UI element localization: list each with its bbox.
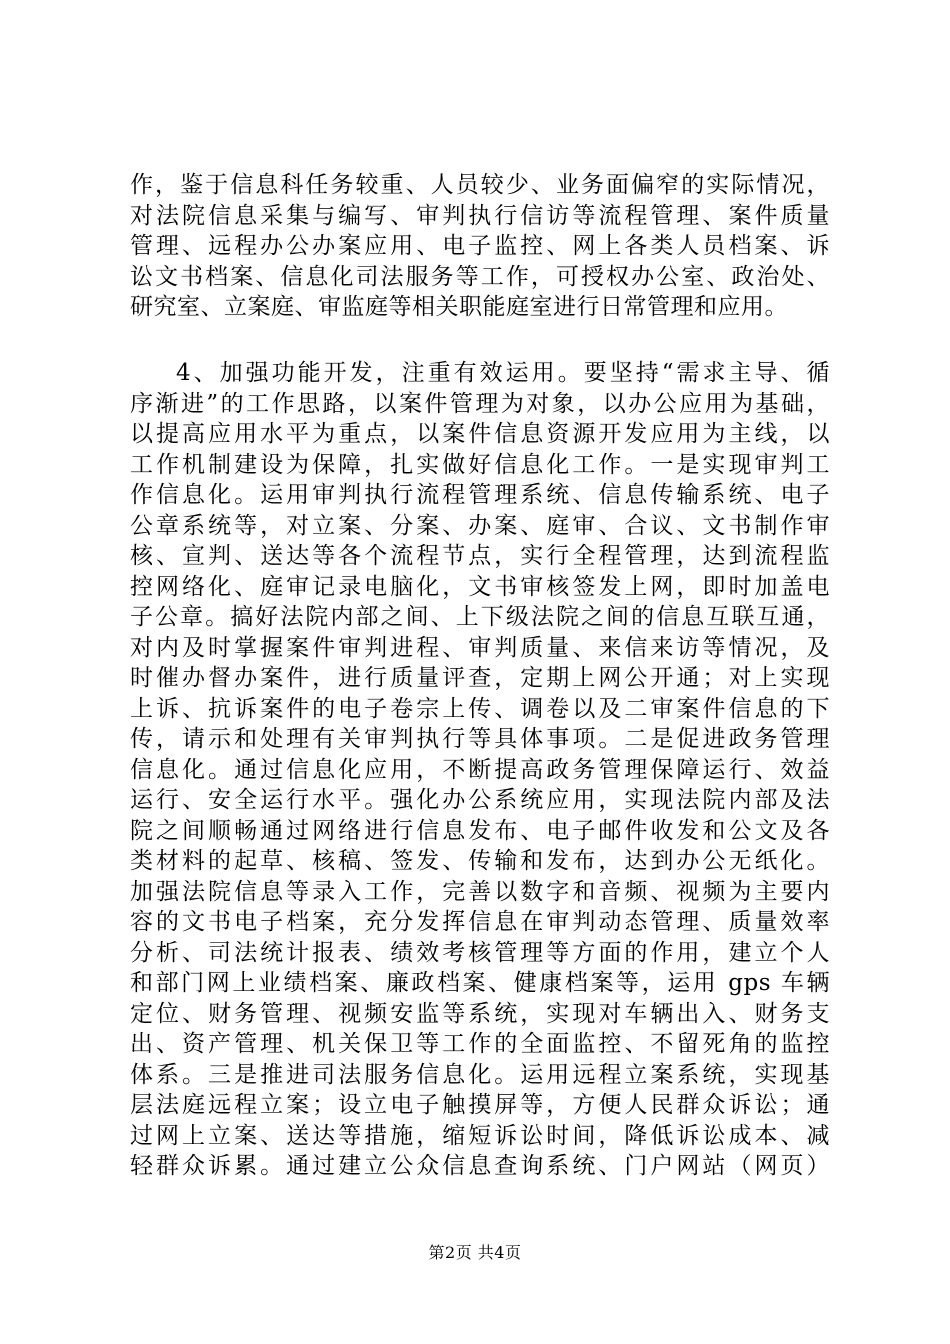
text-line: 公章系统等，对立案、分案、办案、庭审、合议、文书制作审 bbox=[130, 512, 830, 539]
text-line: 和部门网上业绩档案、廉政档案、健康档案等，运用 gps 车辆 bbox=[130, 970, 830, 996]
text-line: 对法院信息采集与编写、审判执行信访等流程管理、案件质量 bbox=[130, 202, 830, 229]
text-line: 传，请示和处理有关审判执行等具体事项。二是促进政务管理 bbox=[130, 726, 830, 752]
text-line: 过网上立案、送达等措施，缩短诉讼时间，降低诉讼成本、减 bbox=[130, 1122, 830, 1149]
text-line: 轻群众诉累。通过建立公众信息查询系统、门户网站（网页） bbox=[130, 1153, 830, 1179]
page-number-footer: 第2页 共4页 bbox=[428, 1243, 522, 1262]
text-line: 序渐进”的工作思路，以案件管理为对象，以办公应用为基础， bbox=[130, 390, 830, 417]
text-line: 子公章。搞好法院内部之间、上下级法院之间的信息互联互通， bbox=[130, 604, 830, 630]
text-line: 分析、司法统计报表、绩效考核管理等方面的作用，建立个人 bbox=[130, 939, 830, 966]
text-line: 讼文书档案、信息化司法服务等工作，可授权办公室、政治处、 bbox=[130, 263, 830, 290]
text-line: 管理、远程办公办案应用、电子监控、网上各类人员档案、诉 bbox=[130, 233, 830, 259]
text-line: 加强法院信息等录入工作，完善以数字和音频、视频为主要内 bbox=[130, 878, 830, 905]
paragraph-section-4 bbox=[130, 358, 830, 1182]
text-line: 作，鉴于信息科任务较重、人员较少、业务面偏窄的实际情况， bbox=[130, 172, 830, 198]
text-line: 核、宣判、送达等各个流程节点，实行全程管理，达到流程监 bbox=[130, 543, 830, 569]
text-line: 运行、安全运行水平。强化办公系统应用，实现法院内部及法 bbox=[130, 787, 830, 813]
text-line: 类材料的起草、核稿、签发、传输和发布，达到办公无纸化。 bbox=[130, 848, 830, 874]
text-line: 出、资产管理、机关保卫等工作的全面监控、不留死角的监控 bbox=[130, 1031, 830, 1057]
text-line: 容的文书电子档案，充分发挥信息在审判动态管理、质量效率 bbox=[130, 909, 830, 935]
text-line: 控网络化、庭审记录电脑化，文书审核签发上网，即时加盖电 bbox=[130, 573, 830, 600]
text-line: 上诉、抗诉案件的电子卷宗上传、调卷以及二审案件信息的下 bbox=[130, 695, 830, 722]
text-line: 时催办督办案件，进行质量评查，定期上网公开通；对上实现 bbox=[130, 665, 830, 691]
text-line: 院之间顺畅通过网络进行信息发布、电子邮件收发和公文及各 bbox=[130, 817, 830, 844]
text-line: 信息化。通过信息化应用，不断提高政务管理保障运行、效益 bbox=[130, 756, 830, 783]
text-line: 工作机制建设为保障，扎实做好信息化工作。一是实现审判工 bbox=[130, 451, 830, 478]
text-line: 对内及时掌握案件审判进程、审判质量、来信来访等情况，及 bbox=[130, 634, 830, 661]
text-line: 体系。三是推进司法服务信息化。运用远程立案系统，实现基 bbox=[130, 1061, 830, 1088]
text-line: 层法庭远程立案；设立电子触摸屏等，方便人民群众诉讼；通 bbox=[130, 1092, 830, 1118]
text-line: 以提高应用水平为重点，以案件信息资源开发应用为主线，以 bbox=[130, 421, 830, 447]
text-line: 研究室、立案庭、审监庭等相关职能庭室进行日常管理和应用。 bbox=[130, 294, 788, 320]
text-line: 定位、财务管理、视频安监等系统，实现对车辆出入、财务支 bbox=[130, 1000, 830, 1027]
text-line: 作信息化。运用审判执行流程管理系统、信息传输系统、电子 bbox=[130, 482, 830, 508]
text-line: 4、加强功能开发，注重有效运用。要坚持“需求主导、循 bbox=[176, 360, 830, 386]
paragraph-continuation bbox=[130, 170, 830, 323]
